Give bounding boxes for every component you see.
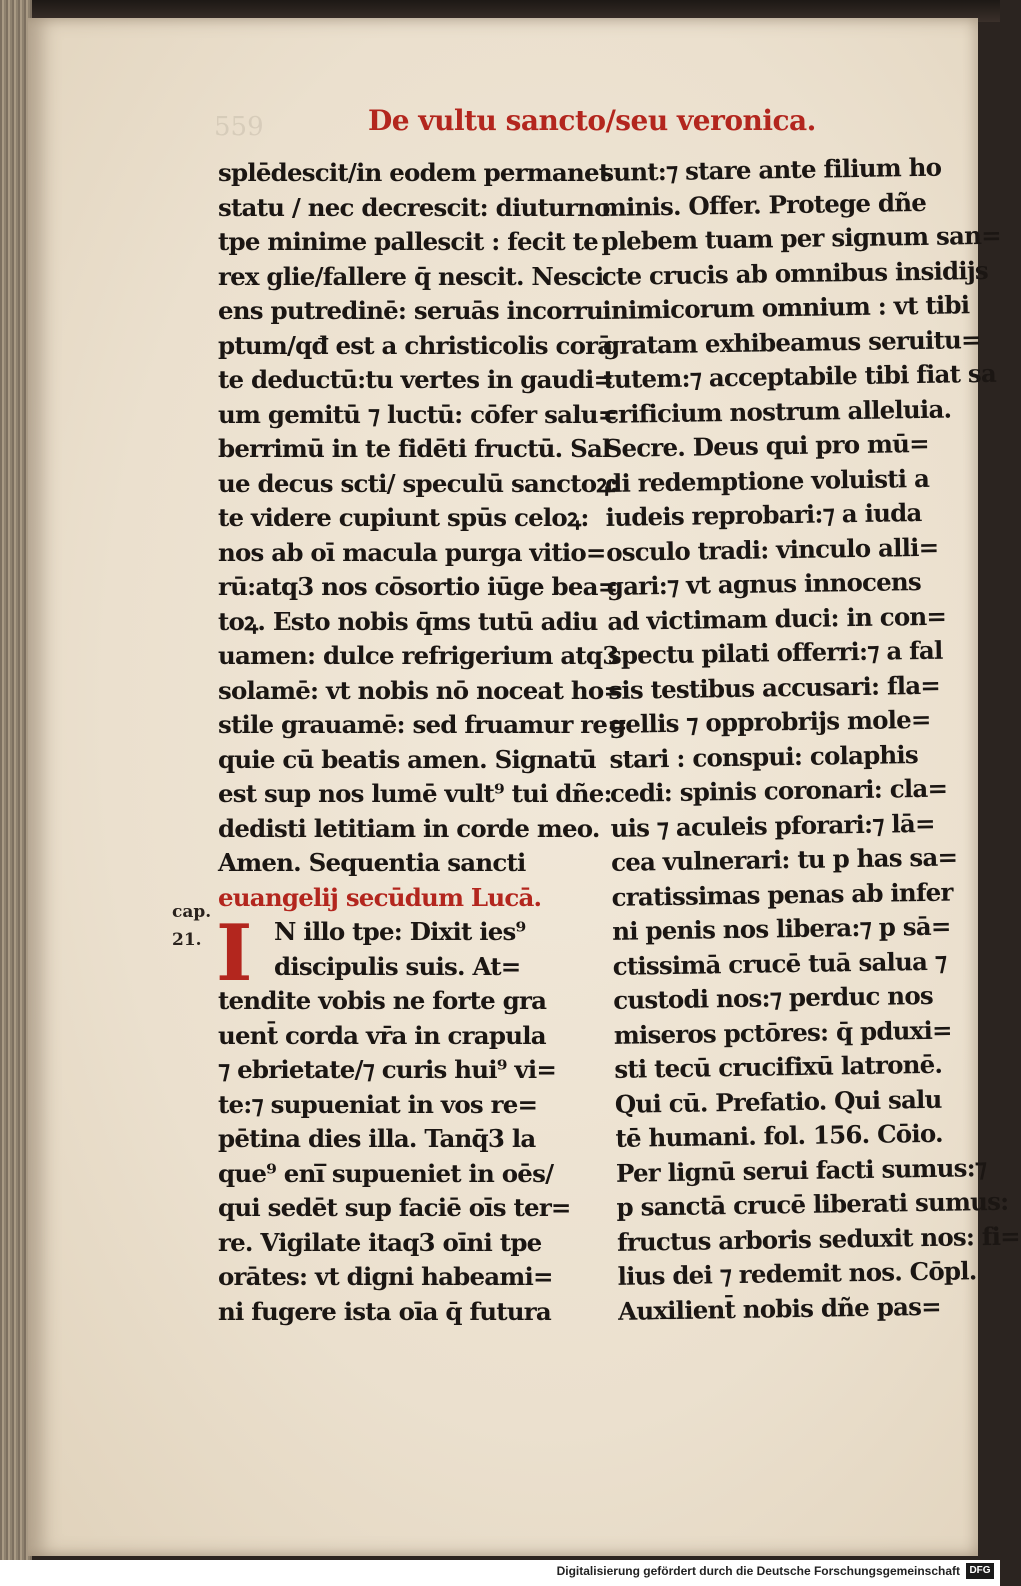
text-line: euangelij secūdum Lucā. <box>218 882 542 912</box>
text-line: statu / nec decrescit: diuturno <box>218 192 610 222</box>
show-through-page-number: 559 <box>214 112 264 142</box>
text-line: est sup nos lumē vult⁹ tui dñe: <box>218 779 612 808</box>
text-line: rū:atq3 nos cōsortio iūge bea= <box>218 572 618 601</box>
text-line: nos ab oī macula purga vitio= <box>218 537 606 567</box>
text-line: crificium nostrum alleluia. <box>603 394 952 429</box>
text-line: toꝝ. Esto nobis q̄ms tutū adiu <box>218 606 598 636</box>
text-line: plebem tuam per signum san= <box>601 220 1002 256</box>
text-line: ni penis nos libera:⁊ p sā= <box>611 911 951 946</box>
text-line: tendite vobis ne forte gra <box>218 986 547 1015</box>
text-line: te:⁊ supueniat in vos re= <box>218 1089 538 1119</box>
text-line: Auxilient̄ nobis dñe pas= <box>617 1291 942 1326</box>
text-line: solamē: vt nobis nō noceat ho= <box>218 675 624 705</box>
text-line: cedi: spinis coronari: cla= <box>609 773 948 808</box>
text-line: te videre cupiunt spūs celoꝝ: <box>218 503 589 532</box>
text-line: qui sedēt sup faciē oīs ter= <box>218 1193 571 1222</box>
text-line: tpe minime pallescit : fecit te <box>218 227 598 256</box>
text-line: Per lignū serui facti sumus:⁊ <box>615 1152 987 1188</box>
text-line: te deductū:tu vertes in gaudi= <box>218 365 614 394</box>
text-line: ni fugere ista oīa q̄ futura <box>218 1296 551 1326</box>
text-line: miseros pctōres: q̄ pduxi= <box>613 1015 952 1050</box>
text-line: gratam exhibeamus seruitu= <box>602 324 981 360</box>
text-line: fructus arboris seduxit nos: fi= <box>616 1221 1021 1257</box>
running-header: De vultu sancto/seu veronica. <box>368 104 816 137</box>
text-line: ens putredinē: seruās incorru <box>218 296 603 325</box>
text-line: p sanctā crucē liberati sumus: <box>616 1186 1009 1222</box>
text-line: di redemptione voluisti a <box>604 463 930 498</box>
text-line: sis testibus accusari: fla= <box>608 670 941 705</box>
margin-note-number: 21. <box>172 930 202 950</box>
text-line: N illo tpe: Dixit ies⁹ <box>274 917 526 946</box>
text-line: ctissimā crucē tuā salua ⁊ <box>612 946 947 981</box>
text-line: re. Vigilate itaq3 oīni tpe <box>218 1227 542 1257</box>
text-line: quie cū beatis amen. Signatū <box>218 744 596 774</box>
text-line: berrimū in te fidēti fructū. Sal <box>218 434 611 463</box>
right-text-column <box>600 150 1021 1328</box>
text-line: gari:⁊ vt agnus innocens <box>606 567 922 601</box>
left-text-column <box>218 156 627 1329</box>
text-line: pētina dies illa. Tanq̄3 la <box>218 1124 536 1153</box>
dfg-logo: DFG <box>966 1563 994 1579</box>
text-line: uent̄ corda vr̄a in crapula <box>218 1020 546 1050</box>
text-line: discipulis suis. At= <box>274 951 521 981</box>
text-line: lius dei ⁊ redemit nos. Cōpl. <box>617 1256 977 1291</box>
text-line: iudeis reprobari:⁊ a iuda <box>605 497 922 532</box>
funding-credit: Digitalisierung gefördert durch die Deutsche Forschungsgemeinschaft <box>556 1564 960 1578</box>
text-line: spectu pilati offerri:⁊ a fal <box>607 635 943 670</box>
text-line: ptum/qđ est a christicolis corā <box>218 330 613 360</box>
text-line: osculo tradi: vinculo alli= <box>605 532 939 567</box>
text-line: cea vulnerari: tu p has sa= <box>610 842 958 877</box>
text-line: stari : conspui: colaphis <box>609 739 919 774</box>
text-line: rex glie/fallere q̄ nescit. Nesci <box>218 261 604 291</box>
text-line: um gemitū ⁊ luctū: cōfer salu= <box>218 399 618 429</box>
text-line: ad victimam duci: in con= <box>607 601 947 636</box>
decorated-initial: I <box>216 908 253 999</box>
text-line: tē humani. fol. 156. Cōio. <box>615 1118 943 1153</box>
text-line: Amen. Sequentia sancti <box>218 848 526 877</box>
text-line: cratissimas penas ab infer <box>611 877 953 912</box>
text-line: sti tecū crucifixū latronē. <box>614 1049 943 1084</box>
text-line: splēdescit/in eodem permanet <box>218 158 610 187</box>
text-line: stile grauamē: sed fruamur re= <box>218 710 627 739</box>
text-line: minis. Offer. Protege dñe <box>600 187 927 222</box>
text-line: ue decus scti/ speculū sanctoꝝ: <box>218 468 618 498</box>
text-line: sunt:⁊ stare ante filium ho <box>600 152 942 187</box>
text-line: dedisti letitiam in corde meo. <box>218 813 600 843</box>
text-line: uis ⁊ aculeis pforari:⁊ lā= <box>610 808 935 843</box>
text-line: tutem:⁊ acceptabile tibi fiat sa <box>603 358 997 394</box>
text-line: inimicorum omnium : vt tibi <box>602 290 970 325</box>
text-line: cte crucis ab omnibus insidijs <box>601 255 989 291</box>
text-line: orātes: vt digni habeami= <box>218 1262 553 1291</box>
text-line: uamen: dulce refrigerium atq3 <box>218 641 619 670</box>
text-line: Qui cū. Prefatio. Qui salu <box>614 1084 942 1119</box>
text-line: que⁹ eni̅ supueniet in oēs/ <box>218 1158 554 1188</box>
text-line: custodi nos:⁊ perduc nos <box>613 980 934 1015</box>
text-line: gellis ⁊ opprobrijs mole= <box>608 704 931 739</box>
text-line: Secre. Deus qui pro mū= <box>604 428 930 463</box>
text-line: ⁊ ebrietate/⁊ curis hui⁹ vi= <box>218 1055 557 1084</box>
margin-note-chapter: cap. <box>172 902 212 922</box>
